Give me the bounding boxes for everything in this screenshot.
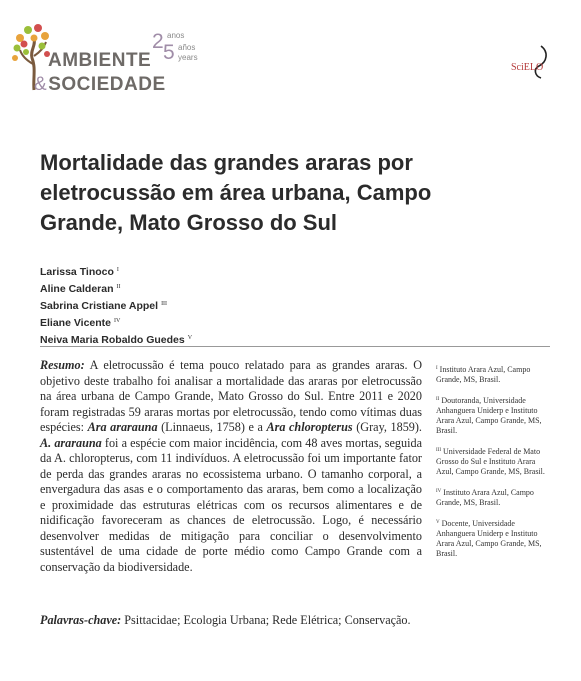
species-name-ararauna: Ara ararauna (87, 420, 158, 434)
keywords-label: Palavras-chave: (40, 613, 122, 627)
affiliation-marker: IV (436, 489, 442, 494)
keywords (40, 613, 422, 629)
author-4 (40, 314, 340, 331)
scielo-logo[interactable] (511, 44, 555, 84)
affiliation-text: Universidade Federal de Mato Grosso do Sul e Instituto Arara Azul, Campo Grande, MS, Brasil. (436, 447, 545, 476)
affiliation-marker: I (436, 366, 438, 371)
author-name: Sabrina Cristiane Appel (40, 300, 159, 312)
abstract-text-4: foi a espécie com maior incidência, com 48 aves mortas, seguida da A. chloropterus, com 11 indivíduos. A eletrocussão foi um importante fator de perda das grandes araras no ecossistema urbano. O tamanho corporal, a envergadura das asas e o comportamento das araras, bem como a localização e proximidade das estruturas elétricas com os recursos alimentares e de nidificação favoreceram as chances de eletrocussão. Logo, é necessário desenvolver medidas de mitigação para conciliar o desenvolvimento sustentável de uma cidade de porte médio como Campo Grande com a conservação da biodiversidade. (40, 435, 422, 574)
author-name: Larissa Tinoco (40, 266, 114, 278)
journal-logo (12, 14, 212, 96)
author-name: Aline Calderan (40, 283, 114, 295)
affiliation-marker: III (436, 448, 441, 453)
affiliation-text: Instituto Arara Azul, Campo Grande, MS, Brasil. (436, 488, 534, 507)
affiliation-2 (436, 395, 554, 436)
author-2 (40, 280, 340, 297)
author-name: Eliane Vicente (40, 317, 112, 329)
scielo-text: SciELO (511, 62, 544, 73)
affiliations (436, 364, 554, 569)
keywords-text: Psittacidae; Ecologia Urbana; Rede Elétrica; Conservação. (121, 613, 411, 627)
affiliation-4 (436, 487, 554, 508)
author-3 (40, 297, 340, 314)
author-list (40, 263, 340, 348)
affiliation-marker: V (436, 520, 440, 525)
affiliation-3 (436, 446, 554, 477)
affiliation-1 (436, 364, 554, 385)
author-affil-marker: II (116, 284, 121, 290)
affiliation-text: Doutoranda, Universidade Anhanguera Uniderp e Instituto Arara Azul, Campo Grande, MS, Brasil. (436, 396, 542, 435)
species-name-ararauna-short: A. ararauna (40, 435, 102, 450)
abstract-label: Resumo: (40, 358, 85, 372)
abstract-text-3: (Gray, 1859). (352, 420, 422, 434)
anniversary-text-years: years (178, 53, 198, 62)
author-name: Neiva Maria Robaldo Guedes (40, 334, 185, 346)
affiliation-text: Instituto Arara Azul, Campo Grande, MS, Brasil. (436, 365, 531, 384)
logo-ampersand: & (34, 74, 48, 95)
logo-word-sociedade (34, 74, 166, 96)
abstract-text-1: A eletrocussão é tema pouco relatado para as grandes araras. O objetivo deste trabalho foi analisar a mortalidade das araras por eletrocussão na área urbana de Campo Grande, Mato Grosso do Sul. Entre 2011 e 2020 foram registradas 59 araras mortas por eletrocussão, tendo como vítimas duas espécies: (40, 358, 422, 434)
section-divider (40, 346, 550, 347)
anniversary-digit-5: 5 (163, 41, 175, 64)
logo-word-ambiente: AMBIENTE (48, 50, 152, 71)
author-affil-marker: IV (114, 318, 121, 324)
author-affil-marker: I (116, 267, 119, 273)
affiliation-marker: II (436, 397, 440, 402)
logo-word-sociedade-text: SOCIEDADE (48, 74, 166, 95)
author-affil-marker: III (161, 301, 168, 307)
author-affil-marker: V (187, 335, 193, 341)
species-name-chloropterus: Ara chloropterus (266, 420, 353, 434)
article-title: Mortalidade das grandes araras por eletrocussão em área urbana, Campo Grande, Mato Grosso do Sul (40, 150, 432, 235)
affiliation-5 (436, 518, 554, 559)
author-1 (40, 263, 340, 280)
affiliation-text: Docente, Universidade Anhanguera Uniderp e Instituto Arara Azul, Campo Grande, MS, Brasil. (436, 519, 542, 558)
anniversary-text-anos: anos (167, 31, 185, 40)
anniversary-badge (152, 30, 214, 64)
anniversary-text-anos-es: años (178, 43, 196, 52)
abstract-text-2: (Linnaeus, 1758) e a (157, 420, 267, 434)
abstract (40, 358, 422, 575)
anniversary-digit-2: 2 (152, 30, 164, 53)
